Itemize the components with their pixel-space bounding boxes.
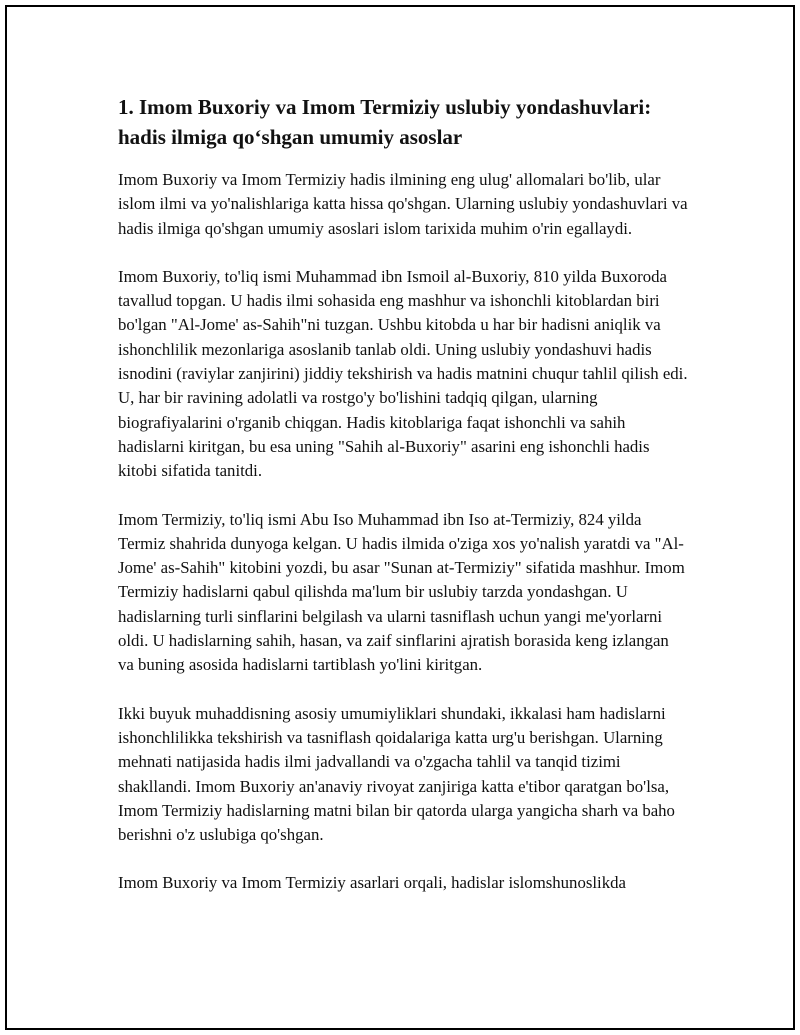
paragraph-conclusion: Imom Buxoriy va Imom Termiziy asarlari orqali, hadislar islomshunoslikda	[118, 873, 626, 893]
paragraph-termiziy: Imom Termiziy, to'liq ismi Abu Iso Muhammad ibn Iso at-Termiziy, 824 yilda Termiz shahrida dunyoga kelgan. U hadis ilmida o'ziga xos yo'nalish yaratdi va "Al-Jome' as-Sahih" kitobini yozdi, bu asar "Sunan at-Termiziy" sifatida mashhur. Imom Termiziy hadislarni qabul qilishda ma'lum bir uslubiy tarzda yondashgan. U hadislarning turli sinflarini belgilash va ularni tasniflash uchun yangi me'yorlarni oldi. U hadislarning sahih, hasan, va zaif sinflarini ajratish borasida keng izlangan va buning asosida hadislarni tartiblash yo'lini kiritgan.	[118, 509, 685, 675]
document-body	[118, 92, 688, 920]
paragraph-buxoriy: Imom Buxoriy, to'liq ismi Muhammad ibn Ismoil al-Buxoriy, 810 yilda Buxoroda tavallud topgan. U hadis ilmi sohasida eng mashhur va ishonchli kitoblardan biri bo'lgan "Al-Jome' as-Sahih"ni tuzgan. Ushbu kitobda u har bir hadisni aniqlik va ishonchlilik mezonlariga asoslanib tanlab oldi. Uning uslubiy yondashuvi hadis isnodini (raviylar zanjirini) jiddiy tekshirish va hadis matnini chuqur tahlil qilish edi. U, har bir ravining adolatli va rostgo'y bo'lishini tadqiq qilgan, ularning biografiyalarini o'rganib chiqgan. Hadis kitoblariga faqat ishonchli va sahih hadislarni kiritgan, bu esa uning "Sahih al-Buxoriy" asarini eng ishonchli hadis kitobi sifatida tanitdi.	[118, 266, 688, 481]
section-title: 1. Imom Buxoriy va Imom Termiziy uslubiy yondashuvlari: hadis ilmiga qo‘shgan umumiy asoslar	[118, 95, 652, 149]
paragraph-common-aspects: Ikki buyuk muhaddisning asosiy umumiyliklari shundaki, ikkalasi ham hadislarni ishonchlilikka tekshirish va tasniflash qoidalariga katta urg'u berishgan. Ularning mehnati natijasida hadis ilmi jadvallandi va o'zgacha tahlil va tanqid tizimi shakllandi. Imom Buxoriy an'anaviy rivoyat zanjiriga katta e'tibor qaratgan bo'lsa, Imom Termiziy hadislarning matni bilan bir qatorda ularga yangicha sharh va baho berishni o'z uslubiga qo'shgan.	[118, 703, 675, 845]
paragraph-intro: Imom Buxoriy va Imom Termiziy hadis ilmining eng ulug' allomalari bo'lib, ular islom ilmi va yo'nalishlariga katta hissa qo'shgan. Ularning uslubiy yondashuvlari va hadis ilmiga qo'shgan umumiy asoslari islom tarixida muhim o'rin egallaydi.	[118, 170, 688, 238]
